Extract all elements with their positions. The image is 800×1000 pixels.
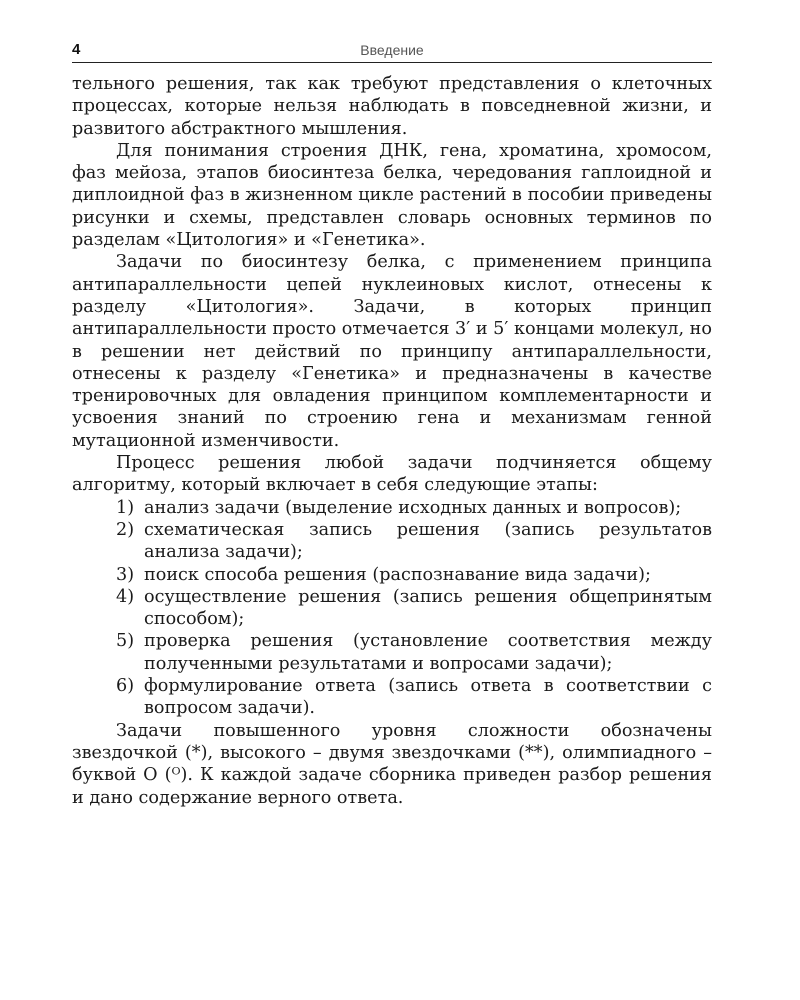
paragraph-continuation: тельного решения, так как требуют представления о клеточных процессах, которые нельзя наблюдать в повседневной жизни, и развитого абстрактного мышления. <box>72 74 712 139</box>
list-item-text: поиск способа решения (распознавание вида задачи); <box>144 564 651 585</box>
list-item <box>72 519 712 564</box>
list-item-number: 4) <box>116 586 135 607</box>
page-number: 4 <box>72 41 81 58</box>
list-item-text: анализ задачи (выделение исходных данных и вопросов); <box>144 497 682 518</box>
algorithm-steps-list <box>72 497 712 720</box>
list-item-text: осуществление решения (запись решения общепринятым способом); <box>144 586 712 630</box>
paragraph-algorithm-intro: Процесс решения любой задачи подчиняется общему алгоритму, который включает в себя следующие этапы: <box>72 453 712 496</box>
list-item-number: 3) <box>116 564 135 585</box>
body-text <box>72 73 712 809</box>
list-item <box>72 586 712 631</box>
paragraph-illustrations: Для понимания строения ДНК, гена, хроматина, хромосом, фаз мейоза, этапов биосинтеза белка, чередования гаплоидной и диплоидной фаз в жизненном цикле растений в пособии приведены рисунки и схемы, представлен словарь основных терминов по разделам «Цитология» и «Генетика». <box>72 140 712 251</box>
page <box>72 40 712 809</box>
list-item <box>72 497 712 519</box>
list-item-number: 5) <box>116 631 135 652</box>
list-item-text: проверка решения (установление соответствия между полученными результатами и вопросами задачи); <box>144 631 712 674</box>
list-item-number: 1) <box>116 497 135 518</box>
list-item <box>72 630 712 675</box>
running-head <box>72 40 712 63</box>
paragraph-difficulty-levels: Задачи повышенного уровня сложности обозначены звездочкой (*), высокого – двумя звездочками (**), олимпиадного – буквой О (ᴼ). К каждой задаче сборника приведен разбор решения и дано содержание верного ответа. <box>72 720 712 808</box>
paragraph-task-classification: Задачи по биосинтезу белка, с применением принципа антипараллельности цепей нуклеиновых кислот, отнесены к разделу «Цитология». Задачи, в которых принцип антипараллельности просто отмечается 3′ и 5′ концами молекул, но в решении нет действий по принципу антипараллельности, отнесены к разделу «Генетика» и предназначены в качестве тренировочных для овладения принципом комплементарности и усвоения знаний по строению гена и механизмам генной мутационной изменчивости. <box>72 252 712 451</box>
list-item-number: 2) <box>116 519 135 540</box>
list-item <box>72 675 712 720</box>
list-item-number: 6) <box>116 676 135 697</box>
list-item-text: схематическая запись решения (запись результатов анализа задачи); <box>144 519 712 563</box>
list-item-text: формулирование ответа (запись ответа в соответствии с вопросом задачи). <box>144 676 712 719</box>
list-item <box>72 564 712 586</box>
running-title: Введение <box>360 42 424 58</box>
